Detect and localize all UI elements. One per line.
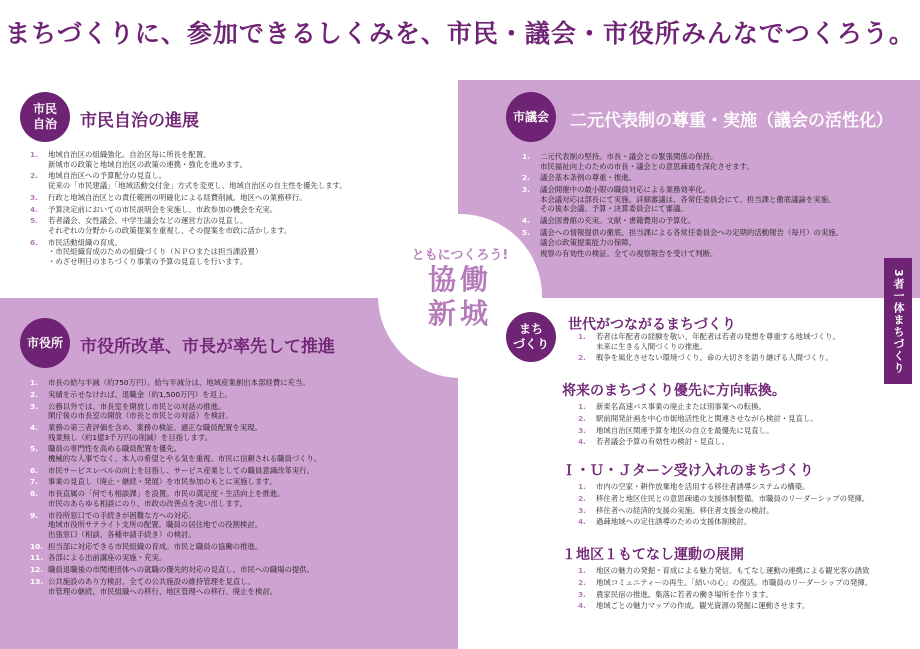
item-text: 市民活動組織の育成。 ・市民組織育成のための組織づくり（ＮＰＯまたは担当課設置） ・めざせ明日のまちづくり事業の予算の見直しを行います。 xyxy=(48,237,263,266)
item-text: 市役所窓口での手続きが困難な方への対応。 地域市役所サテライト支所の配置。職員の居住地での役割検討。 出張窓口（相談、各種申請手続き）の検討。 xyxy=(48,510,263,539)
list-item xyxy=(30,477,440,487)
machi-section-title: Ｉ・Ｕ・Ｊターン受け入れのまちづくり xyxy=(562,463,814,479)
item-text: 若者は年配者の経験を敬い、年配者は若者の発想を尊重する地域づくり。 未来に生きる人間づくりの推進。 xyxy=(596,332,840,351)
machi-section-list xyxy=(578,566,878,613)
list-item xyxy=(578,332,878,351)
center-main-line1: 協働 xyxy=(427,263,492,296)
item-text: 実績を示せなければ、退職金（約1,500万円）を返上。 xyxy=(48,389,232,399)
list-item xyxy=(522,249,882,259)
citizen-title: 市民自治の進展 xyxy=(80,111,199,131)
item-number: 5. xyxy=(522,227,530,237)
item-number: 8. xyxy=(30,489,38,499)
list-item xyxy=(578,426,878,436)
machi-section-title: １地区１もてなし運動の展開 xyxy=(562,547,744,563)
list-item xyxy=(30,577,440,596)
item-number: 4. xyxy=(578,517,586,527)
item-number: 3. xyxy=(30,401,38,411)
item-number: 3. xyxy=(578,505,586,515)
item-text: 職員の専門性を高める職員配置を優先。 機械的な人事でなく、本人の希望とやる気を重視、市民に信頼される職員づくり。 xyxy=(48,444,322,463)
list-item xyxy=(30,205,430,215)
machi-section-title: 将来のまちづくり優先に方向転換。 xyxy=(562,383,786,399)
list-item xyxy=(578,578,878,588)
item-number: 1. xyxy=(578,482,586,491)
item-text: 事業の見直し（廃止・継続・発展）を市民参加のもとに実施します。 xyxy=(48,477,277,487)
item-text: 地域自治区への予算配分の見直し。 従来の「市民建議」「地域活動交付金」方式を変更し、地域自治区の自主性を優先します。 xyxy=(48,171,347,190)
list-item xyxy=(522,173,882,183)
council-list xyxy=(522,152,882,261)
list-item xyxy=(522,185,882,214)
item-number: 6. xyxy=(30,237,38,247)
item-number: 3. xyxy=(30,192,38,202)
item-text: 地域コミュニティーの再生。「結いの心」の復活。市職員のリーダーシップの発揮。 xyxy=(596,577,873,587)
item-text: 視察の有効性の検証。全ての視察報告を受けて判断。 xyxy=(540,249,718,259)
item-number: 6. xyxy=(30,465,38,475)
list-item xyxy=(30,378,440,388)
item-text: 市長の給与半減（約750万円）。給与半減分は、地域産業創出本部経費に充当。 xyxy=(48,378,310,387)
item-number: 1. xyxy=(522,152,530,161)
item-text: 過疎地域への定住誘導のための支援体制検討。 xyxy=(596,517,752,527)
list-item xyxy=(30,489,440,508)
item-text: 行政と地域自治区との責任範囲の明確化による経費削減。地区への業務移行。 xyxy=(48,192,307,202)
item-text: 新東名高速バス事業の廃止または別事業への転換。 xyxy=(596,402,766,411)
item-text: 地域ごとの魅力マップの作成。観光資源の発掘に運動させます。 xyxy=(596,601,810,611)
list-item xyxy=(30,444,440,463)
council-title: 二元代表制の尊重・実施（議会の活性化） xyxy=(570,111,893,131)
list-item xyxy=(30,553,440,563)
list-item xyxy=(30,423,440,442)
item-number: 1. xyxy=(578,402,586,411)
list-item xyxy=(30,390,440,400)
item-number: 6. xyxy=(522,249,530,259)
citizen-badge: 市民 自治 xyxy=(20,92,70,142)
item-number: 2. xyxy=(578,413,586,423)
item-text: 議会開催中の最小限の職員対応による業務効率化。 本会議対応は部長にて実施。詳細審議は、各常任委員会にて、担当課と徹底議論を実施、 その後本会議、予算・決算委員会にて審議。 xyxy=(540,185,836,214)
list-item xyxy=(578,566,878,576)
item-number: 1. xyxy=(30,150,38,159)
item-number: 11. xyxy=(30,553,44,563)
item-text: 議会への情報提供の徹底。担当課による各常任委員会への定期的活動報告（毎月）の実施。 議会の政策提案能力の保障。 xyxy=(540,227,844,247)
list-item xyxy=(30,542,440,552)
item-text: 担当部に対応できる市民組織の育成。市民と職員の協働の推進。 xyxy=(48,541,263,551)
list-item xyxy=(30,150,430,169)
item-number: 10. xyxy=(30,541,44,551)
item-text: 市長直属の「何でも相談課」を設置。市民の満足度・生活向上を推進。 市民のあらゆる相談にのり、市政の改善点を洗い出します。 xyxy=(48,489,285,508)
list-item xyxy=(522,152,882,171)
item-number: 3. xyxy=(522,185,530,195)
item-text: 地域自治区関連予算を地区の自立を最優先に見直し。 xyxy=(596,425,774,435)
item-number: 4. xyxy=(578,437,586,447)
item-text: 議会基本条例の尊重・推進。 xyxy=(540,173,637,183)
item-text: 業務の第三者評価を含め、業務の検証、適正な職員配置を実現。 残業無し（約1億3千万円の削減）を目指します。 xyxy=(48,422,263,442)
item-number: 2. xyxy=(578,353,586,363)
item-text: 職員退職後の市関連団体への就職の優先的対応の見直し。市民への職場の提供。 xyxy=(48,565,315,575)
list-item xyxy=(578,482,878,492)
item-number: 5. xyxy=(30,216,38,226)
item-number: 9. xyxy=(30,510,38,520)
item-text: 農家民宿の推進。集落に若者の働き場所を作ります。 xyxy=(596,589,773,599)
item-number: 13. xyxy=(30,576,44,586)
machi-section-list xyxy=(578,482,878,529)
list-item xyxy=(30,402,440,421)
list-item xyxy=(522,228,882,247)
list-item xyxy=(578,494,878,504)
machi-badge: まち づくり xyxy=(506,312,556,362)
list-item xyxy=(30,171,430,190)
item-number: 5. xyxy=(30,444,38,454)
list-item xyxy=(578,437,878,447)
list-item xyxy=(578,414,878,424)
item-text: 市民サービスレベルの向上を目指し、サービス産業としての職員意識改革実行。 xyxy=(48,465,315,475)
item-text: 二元代表制の堅持。市長・議会との緊張関係の保持。 市民福祉向上のための市長・議会との意思疎通を深化させます。 xyxy=(540,152,754,171)
cityhall-list xyxy=(30,378,440,598)
list-item xyxy=(30,466,440,476)
center-sub-text: ともにつくろう! xyxy=(411,248,509,263)
item-number: 2. xyxy=(30,389,38,399)
item-text: 予算決定前においての市民説明会を実施し、市政参加の機会を充実。 xyxy=(48,204,278,214)
cityhall-title: 市役所改革、市長が率先して推進 xyxy=(80,337,335,357)
item-text: 地域自治区の組織強化。自治区毎に所長を配置。 新城市の政策と地域自治区の政策の連携・強化を進めます。 xyxy=(48,150,247,169)
machi-section-title: 世代がつながるまちづくり xyxy=(568,317,736,333)
machi-section-list xyxy=(578,332,878,365)
item-number: 1. xyxy=(578,332,586,341)
list-item xyxy=(578,590,878,600)
item-number: 4. xyxy=(30,422,38,432)
cityhall-badge: 市役所 xyxy=(20,318,70,368)
item-number: 2. xyxy=(578,493,586,503)
citizen-list xyxy=(30,150,430,269)
list-item xyxy=(578,402,878,412)
item-number: 7. xyxy=(30,477,38,487)
item-number: 3. xyxy=(578,425,586,435)
council-badge: 市議会 xyxy=(506,92,556,142)
item-text: 地区の魅力の発掘・育成による魅力発信。もてなし運動の連携による観光客の誘致 xyxy=(596,566,870,575)
list-item xyxy=(30,565,440,575)
item-text: 駅前開発計画を中心市街地活性化と関連させながら検討・見直し。 xyxy=(596,413,818,423)
item-text: 各部による出前講座の実施・充実。 xyxy=(48,553,167,563)
item-text: 若者議会、女性議会、中学生議会などの運営方法の見直し。 それぞれの分野からの政策提案を重視し、その提案を市政に活かします。 xyxy=(48,216,292,235)
item-text: 移住者への経済的支援の実施。移住者支援金の検討。 xyxy=(596,505,774,515)
item-number: 2. xyxy=(578,577,586,587)
item-number: 4. xyxy=(30,204,38,214)
item-text: 若者議会予算の有効性の検討・見直し。 xyxy=(596,437,730,447)
item-number: 1. xyxy=(578,566,586,575)
item-text: 議会図書館の充実。文献・書籍費用の予算化。 xyxy=(540,216,696,226)
list-item xyxy=(578,353,878,363)
page-headline: まちづくりに、参加できるしくみを、市民・議会・市役所みんなでつくろう。 xyxy=(5,19,915,48)
item-number: 4. xyxy=(578,601,586,611)
list-item xyxy=(30,511,440,540)
list-item xyxy=(578,506,878,516)
side-tab: 3者一体まちづくり xyxy=(884,258,912,384)
item-number: 3. xyxy=(578,589,586,599)
item-text: 公務以外では、市長室を開放し市民との対話の推進。 閑庁後の市長室の開放（市長と市民との対話）を検討。 xyxy=(48,401,233,421)
item-text: 移住者と地区住民との意思疎通の支援体制整備。市職員のリーダーシップの発揮。 xyxy=(596,493,870,503)
item-number: 2. xyxy=(30,171,38,181)
item-text: 戦争を風化させない環境づくり。命の大切さを語り継げる人間づくり。 xyxy=(596,353,833,363)
item-number: 12. xyxy=(30,565,44,575)
item-number: 2. xyxy=(522,173,530,183)
item-number: 4. xyxy=(522,216,530,226)
list-item xyxy=(30,216,430,235)
list-item xyxy=(522,216,882,226)
machi-section-list xyxy=(578,402,878,449)
center-main-line2: 新城 xyxy=(427,297,492,330)
list-item xyxy=(578,601,878,611)
item-text: 市内の空家・耕作放棄地を活用する移住者誘導システムの構築。 xyxy=(596,482,810,491)
list-item xyxy=(30,238,430,267)
list-item xyxy=(578,517,878,527)
item-number: 1. xyxy=(30,378,38,387)
list-item xyxy=(30,193,430,203)
item-text: 公共施設のあり方検討。全ての公共施設の維持管理を見直し。 市管理の継続、市民組織への移行、地区管理への移行、廃止を検討。 xyxy=(48,576,278,596)
